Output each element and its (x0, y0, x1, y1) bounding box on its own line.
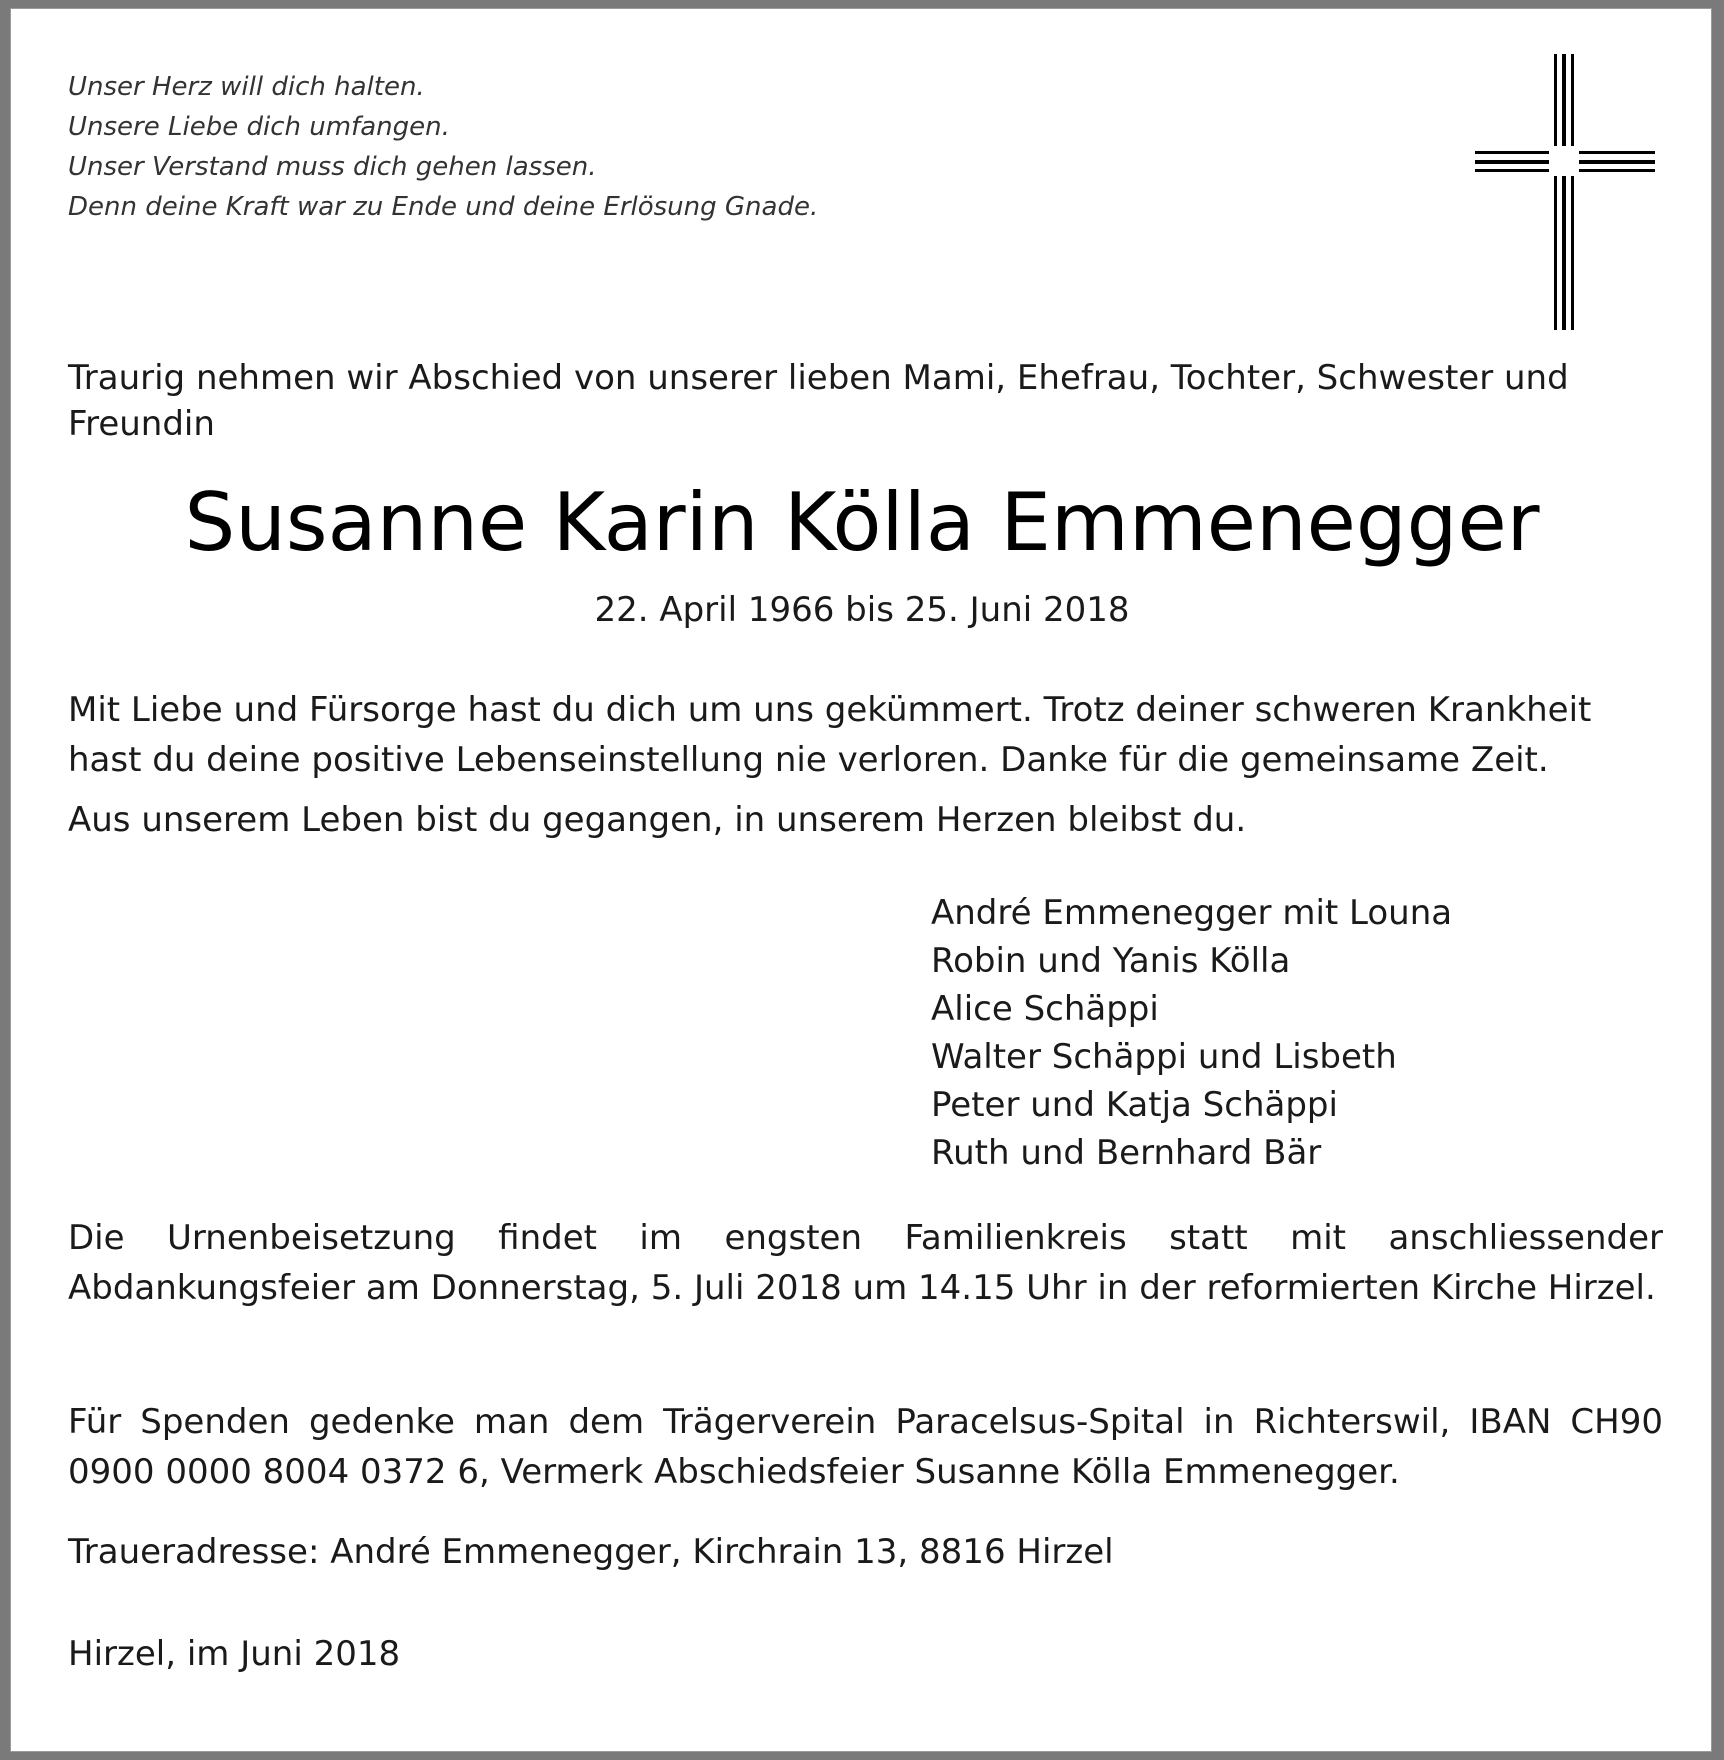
cross-icon (1475, 54, 1655, 330)
poem-line: Unsere Liebe dich umfangen. (68, 112, 450, 142)
funeral-notice: Die Urnenbeisetzung findet im engsten Familienkreis statt mit anschliessender Abdankungsfeier am Donnerstag, 5. Juli 2018 um 14.15 Uhr in der reformierten Kirche Hirzel. (68, 1218, 1663, 1308)
poem-line: Unser Herz will dich halten. (68, 72, 425, 102)
place-date: Hirzel, im Juni 2018 (68, 1634, 401, 1674)
mourner: Ruth und Bernhard Bär (931, 1133, 1322, 1173)
mourner: Alice Schäppi (931, 989, 1159, 1029)
intro-text: Traurig nehmen wir Abschied von unserer lieben Mami, Ehefrau, Tochter, Schwester und Freundin (68, 358, 1569, 444)
deceased-name: Susanne Karin Kölla Emmenegger (184, 476, 1540, 569)
poem-line: Unser Verstand muss dich gehen lassen. (68, 152, 597, 182)
mourning-address: Traueradresse: André Emmenegger, Kirchrain 13, 8816 Hirzel (68, 1532, 1114, 1572)
mourner: Peter und Katja Schäppi (931, 1085, 1338, 1125)
poem (68, 67, 818, 227)
mourner: André Emmenegger mit Louna (931, 893, 1453, 933)
life-dates: 22. April 1966 bis 25. Juni 2018 (594, 590, 1130, 630)
obituary-page (10, 8, 1712, 1752)
message-paragraph: Mit Liebe und Fürsorge hast du dich um uns gekümmert. Trotz deiner schweren Krankheit hast du deine positive Lebenseinstellung nie verloren. Danke für die gemeinsame Zeit. (68, 690, 1592, 780)
mourner: Robin und Yanis Kölla (931, 941, 1291, 981)
poem-line: Denn deine Kraft war zu Ende und deine Erlösung Gnade. (68, 192, 819, 222)
mourners-list (931, 889, 1452, 1177)
message-paragraph: Aus unserem Leben bist du gegangen, in unserem Herzen bleibst du. (68, 800, 1247, 840)
mourner: Walter Schäppi und Lisbeth (931, 1037, 1397, 1077)
donation-notice: Für Spenden gedenke man dem Trägerverein Paracelsus-Spital in Richterswil, IBAN CH90 0900 0000 8004 0372 6, Vermerk Abschiedsfeier Susanne Kölla Emmenegger. (68, 1402, 1663, 1492)
